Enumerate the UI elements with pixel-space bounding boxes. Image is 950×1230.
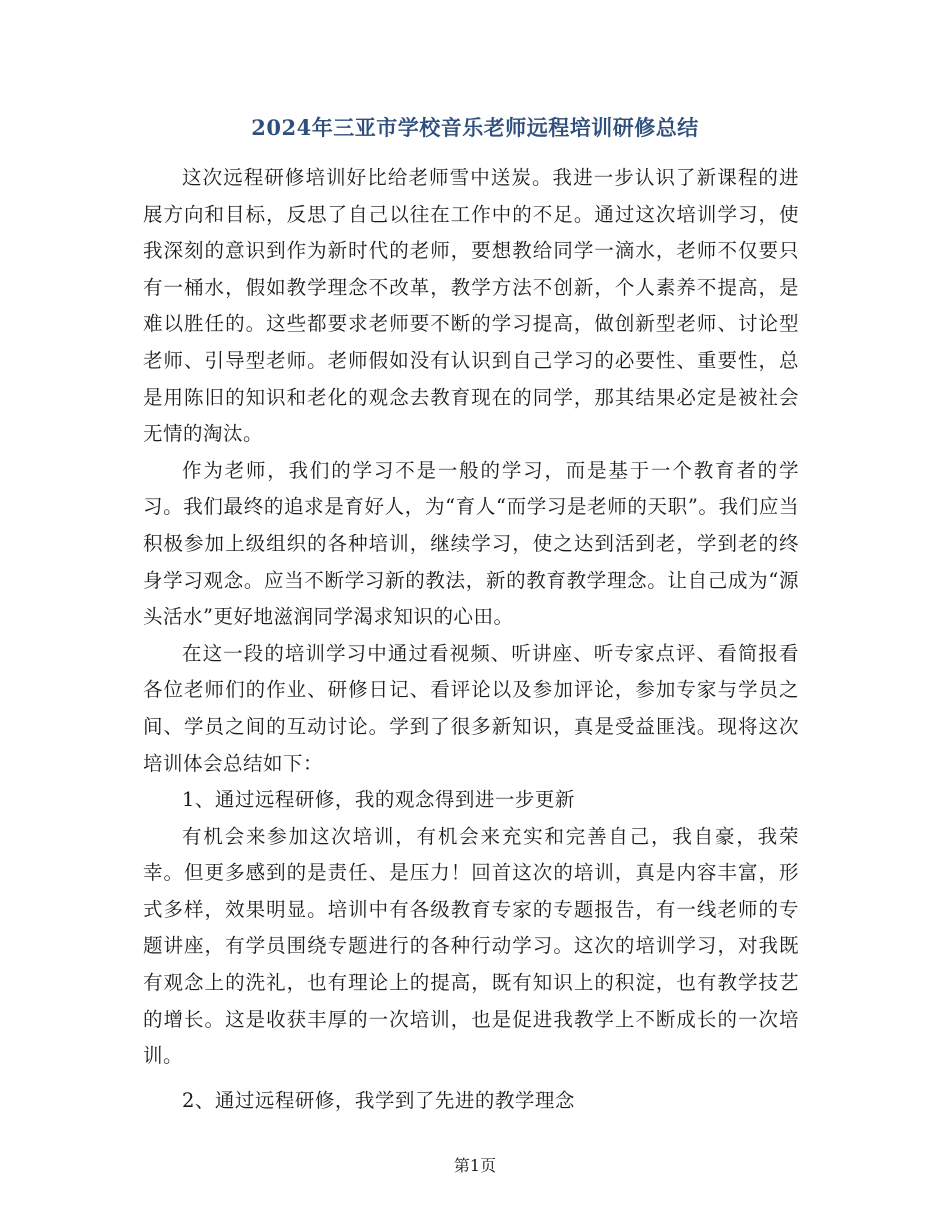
document-title: 2024年三亚市学校音乐老师远程培训研修总结 [251,115,699,140]
paragraph-3: 在这一段的培训学习中通过看视频、听讲座、听专家点评、看简报看各位老师们的作业、研修日记、看评论以及参加评论，参加专家与学员之间、学员之间的互动讨论。学到了很多新知识，真是受益匪浅。现将这次培训体会总结如下： [143,641,799,775]
paragraph-1: 这次远程研修培训好比给老师雪中送炭。我进一步认识了新课程的进展方向和目标，反思了自己以往在工作中的不足。通过这次培训学习，使我深刻的意识到作为新时代的老师，要想教给同学一滴水，老师不仅要只有一桶水，假如教学理念不改革，教学方法不创新，个人素养不提高，是难以胜任的。这些都要求老师要不断的学习提高，做创新型老师、讨论型老师、引导型老师。老师假如没有认识到自己学习的必要性、重要性，总是用陈旧的知识和老化的观念去教育现在的同学，那其结果必定是被社会无情的淘汰。 [143,166,799,446]
document-body [143,160,799,1119]
paragraph-4: 有机会来参加这次培训，有机会来充实和完善自己，我自豪，我荣幸。但更多感到的是责任、是压力！回首这次的培训，真是内容丰富，形式多样，效果明显。培训中有各级教育专家的专题报告，有一线老师的专题讲座，有学员围绕专题进行的各种行动学习。这次的培训学习，对我既有观念上的洗礼，也有理论上的提高，既有知识上的积淀，也有教学技艺的增长。这是收获丰厚的一次培训，也是促进我教学上不断成长的一次培训。 [143,824,799,1068]
page-number-footer: 第1页 [453,1156,497,1175]
section-heading-2: 2、通过远程研修，我学到了先进的教学理念 [182,1088,575,1112]
section-heading-1: 1、通过远程研修，我的观念得到进一步更新 [182,788,575,812]
paragraph-2: 作为老师，我们的学习不是一般的学习，而是基于一个教育者的学习。我们最终的追求是育好人，为“育人“而学习是老师的天职”。我们应当积极参加上级组织的各种培训，继续学习，使之达到活到老，学到老的终身学习观念。应当不断学习新的教法，新的教育教学理念。让自己成为“源头活水”更好地滋润同学渴求知识的心田。 [143,458,799,629]
